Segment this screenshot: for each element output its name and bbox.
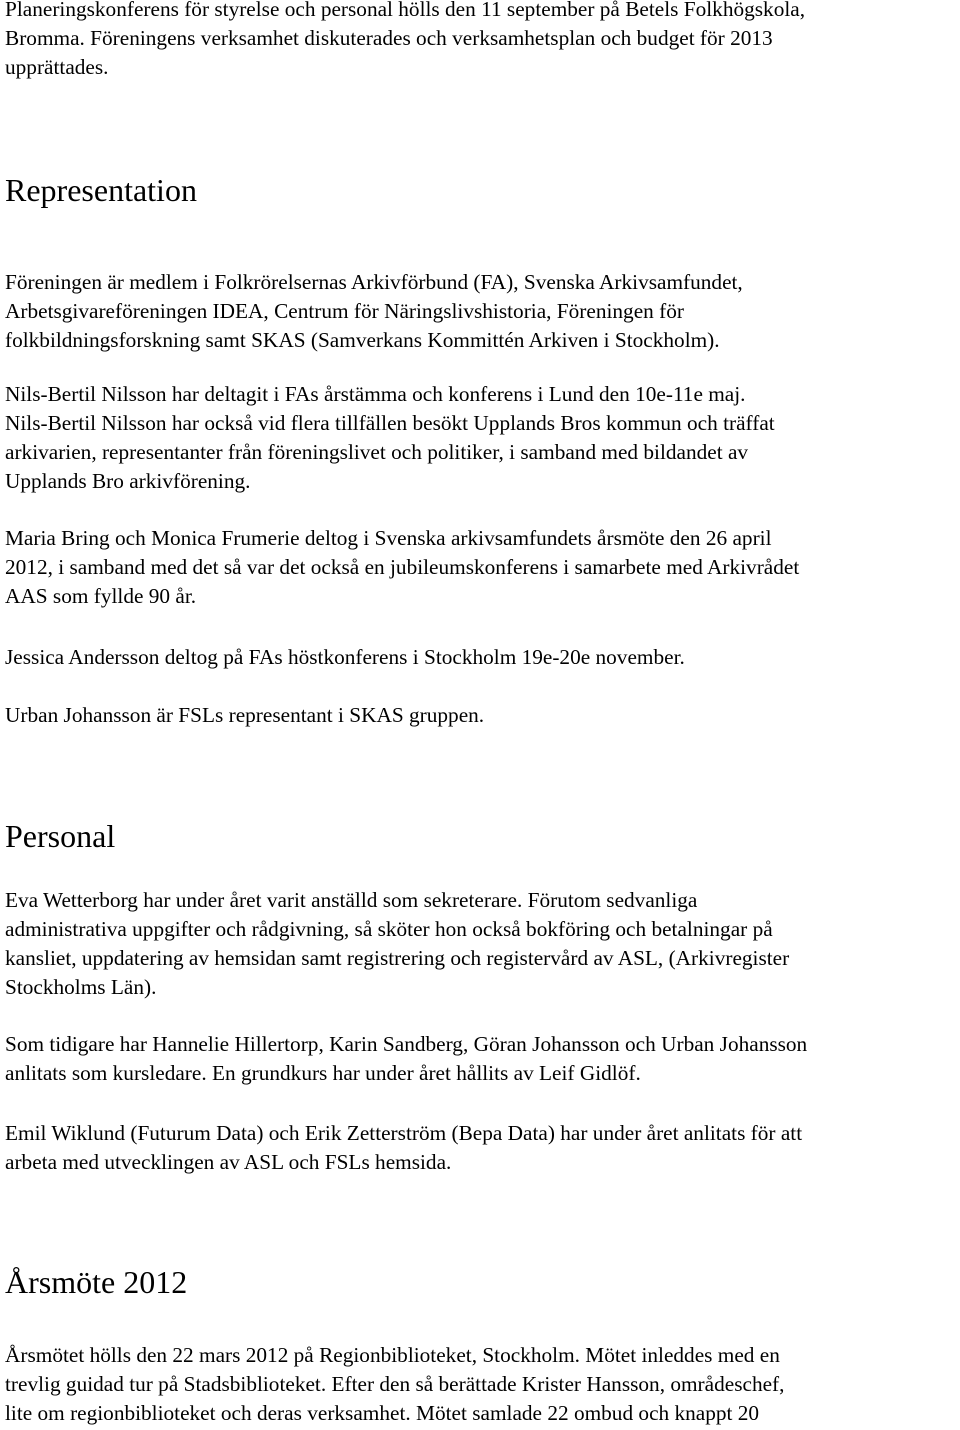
text-line: AAS som fyllde 90 år. <box>5 584 197 608</box>
paragraph-memberships <box>5 268 960 355</box>
paragraph-arsmote <box>5 1341 960 1428</box>
text-line: Jessica Andersson deltog på FAs höstkonferens i Stockholm 19e-20e november. <box>5 645 685 669</box>
text-line: Stockholms Län). <box>5 975 157 999</box>
text-line: Som tidigare har Hannelie Hillertorp, Karin Sandberg, Göran Johansson och Urban Johansson <box>5 1032 808 1056</box>
text-line: Urban Johansson är FSLs representant i SKAS gruppen. <box>5 703 485 727</box>
paragraph-jessica <box>5 643 960 672</box>
section-heading-personal: Personal <box>5 818 116 854</box>
text-line: Maria Bring och Monica Frumerie deltog i Svenska arkivsamfundets årsmöte den 26 april <box>5 526 772 550</box>
text-line: lite om regionbiblioteket och deras verksamhet. Mötet samlade 22 ombud och knappt 20 <box>5 1401 760 1425</box>
text-line: Eva Wetterborg har under året varit anställd som sekreterare. Förutom sedvanliga <box>5 888 698 912</box>
text-line: Föreningen är medlem i Folkrörelsernas Arkivförbund (FA), Svenska Arkivsamfundet, <box>5 270 743 294</box>
intro-paragraph <box>5 0 960 82</box>
text-line: administrativa uppgifter och rådgivning, så sköter hon också bokföring och betalningar på <box>5 917 773 941</box>
section-heading-representation: Representation <box>5 172 197 208</box>
text-line: 2012, i samband med det så var det också en jubileumskonferens i samarbete med Arkivrådet <box>5 555 800 579</box>
text-line: Upplands Bro arkivförening. <box>5 469 251 493</box>
text-line: Nils-Bertil Nilsson har också vid flera tillfällen besökt Upplands Bros kommun och träffat <box>5 411 775 435</box>
text-line: trevlig guidad tur på Stadsbiblioteket. Efter den så berättade Krister Hansson, områdeschef, <box>5 1372 785 1396</box>
text-line: anlitats som kursledare. En grundkurs har under året hållits av Leif Gidlöf. <box>5 1061 641 1085</box>
text-line: Nils-Bertil Nilsson har deltagit i FAs årstämma och konferens i Lund den 10e-11e maj. <box>5 382 746 406</box>
text-line: Emil Wiklund (Futurum Data) och Erik Zetterström (Bepa Data) har under året anlitats för att <box>5 1121 803 1145</box>
paragraph-emil <box>5 1119 960 1177</box>
text-line: upprättades. <box>5 55 109 79</box>
text-line: Arbetsgivareföreningen IDEA, Centrum för Näringslivshistoria, Föreningen för <box>5 299 684 323</box>
text-line: arbeta med utvecklingen av ASL och FSLs hemsida. <box>5 1150 452 1174</box>
paragraph-kursledare <box>5 1030 960 1088</box>
section-heading-arsmote: Årsmöte 2012 <box>5 1264 188 1300</box>
text-line: Bromma. Föreningens verksamhet diskuterades och verksamhetsplan och budget för 2013 <box>5 26 773 50</box>
paragraph-urban <box>5 701 960 730</box>
paragraph-arkivsamfundet <box>5 524 960 611</box>
text-line: kansliet, uppdatering av hemsidan samt registrering och registervård av ASL, (Arkivregister <box>5 946 790 970</box>
text-line: Planeringskonferens för styrelse och personal hölls den 11 september på Betels Folkhögskola, <box>5 0 806 21</box>
text-line: folkbildningsforskning samt SKAS (Samverkans Kommittén Arkiven i Stockholm). <box>5 328 720 352</box>
paragraph-eva <box>5 886 960 1002</box>
text-line: Årsmötet hölls den 22 mars 2012 på Regionbiblioteket, Stockholm. Mötet inleddes med en <box>5 1343 780 1367</box>
paragraph-nils-bertil <box>5 380 960 496</box>
text-line: arkivarien, representanter från föreningslivet och politiker, i samband med bildandet av <box>5 440 749 464</box>
